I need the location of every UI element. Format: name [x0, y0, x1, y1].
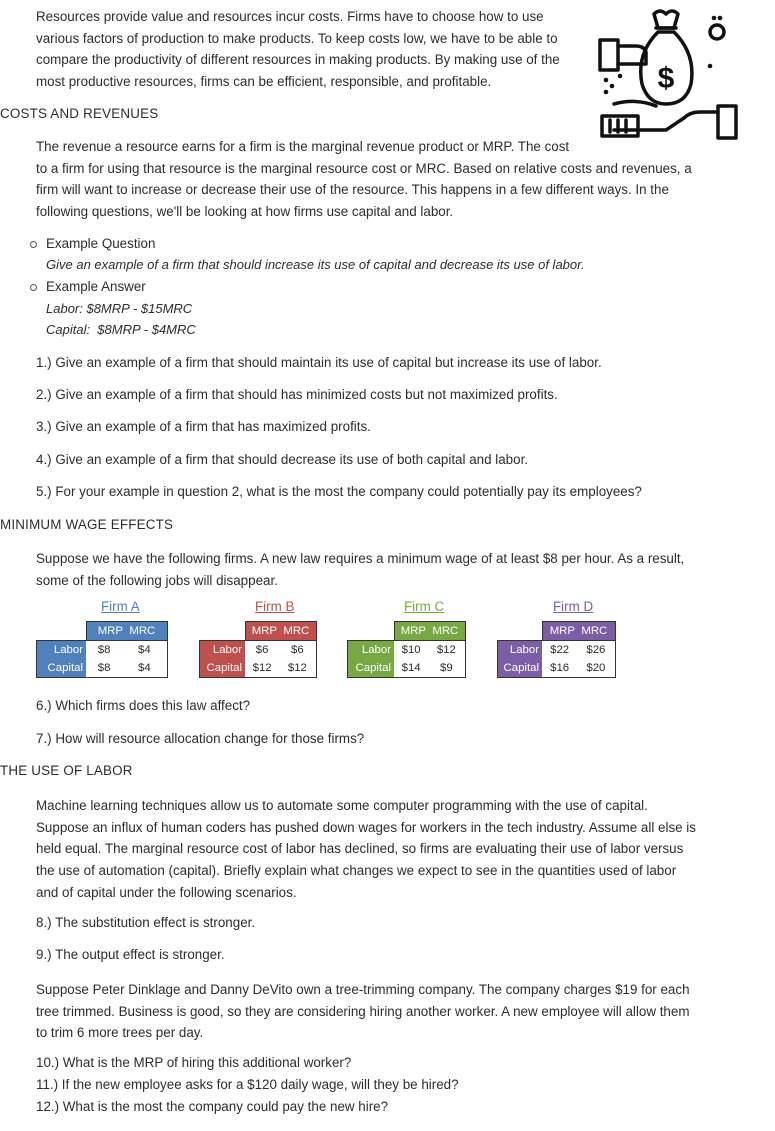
row-labor: Labor — [348, 641, 395, 660]
labor-mrp: $22 — [542, 641, 577, 660]
labor-mrp: $6 — [245, 641, 279, 660]
section-heading-labor: THE USE OF LABOR — [0, 763, 133, 778]
capital-mrc: $4 — [122, 659, 167, 678]
bullet-icon — [30, 241, 37, 248]
money-bag-hand-icon — [596, 6, 741, 144]
question-10: 10.) What is the MRP of hiring this additional worker? — [36, 1055, 352, 1070]
minwage-line: some of the following jobs will disappear. — [36, 572, 278, 588]
capital-mrp: $14 — [394, 659, 428, 678]
capital-mrc: $9 — [428, 659, 465, 678]
row-labor: Labor — [200, 641, 246, 660]
tree-line: tree trimmed. Business is good, so they are considering hiring another worker. A new employee will allow them — [36, 1003, 690, 1019]
question-3: 3.) Give an example of a firm that has maximized profits. — [36, 419, 371, 434]
col-mrc: MRC — [129, 625, 156, 637]
costs-line: to a firm for using that resource is the marginal resource cost or MRC. Based on relative costs and revenues, a — [36, 160, 692, 176]
example-question-label: Example Question — [46, 236, 156, 251]
dollar-sign: $ — [657, 62, 675, 95]
costs-line: The revenue a resource earns for a firm is the marginal revenue product or MRP. The cost — [36, 139, 570, 154]
firm-c-header — [394, 622, 465, 641]
row-labor: Labor — [37, 641, 87, 660]
example-question-text: Give an example of a firm that should increase its use of capital and decrease its use of labor. — [46, 257, 585, 272]
question-7: 7.) How will resource allocation change for those firms? — [36, 731, 365, 746]
row-capital: Capital — [498, 659, 543, 678]
question-1: 1.) Give an example of a firm that should maintain its use of capital but increase its use of labor. — [36, 355, 602, 370]
costs-paragraph — [36, 136, 741, 223]
firm-a-table — [36, 621, 168, 678]
labor-mrc: $4 — [122, 641, 167, 660]
firm-d-header — [542, 622, 615, 641]
labor-mrp: $10 — [394, 641, 428, 660]
capital-mrp: $8 — [86, 659, 122, 678]
col-mrc: MRC — [581, 625, 608, 637]
capital-mrc: $20 — [577, 659, 615, 678]
firm-c-table — [347, 621, 466, 678]
firm-b-header — [245, 622, 316, 641]
capital-mrp: $12 — [245, 659, 279, 678]
tree-line: to trim 6 more trees per day. — [36, 1025, 204, 1041]
example-answer-labor: Labor: $8MRP - $15MRC — [46, 301, 193, 316]
col-mrp: MRP — [97, 625, 123, 637]
capital-mrc: $12 — [279, 659, 316, 678]
costs-line: firm will want to increase or decrease their use of the resource. This happens in a few different ways. In the — [36, 182, 669, 198]
intro-line: Resources provide value and resources incur costs. Firms have to choose how to use — [36, 9, 544, 24]
row-capital: Capital — [348, 659, 395, 678]
labor-line: held equal. The marginal resource cost of labor has declined, so firms are evaluating their use of labor versus — [36, 841, 684, 857]
question-11: 11.) If the new employee asks for a $120 daily wage, will they be hired? — [36, 1077, 459, 1092]
question-12: 12.) What is the most the company could pay the new hire? — [36, 1099, 389, 1114]
question-8: 8.) The substitution effect is stronger. — [36, 915, 256, 930]
example-answer-label: Example Answer — [46, 279, 146, 294]
labor-line: and of capital under the following scenarios. — [36, 884, 297, 900]
firm-d-title: Firm D — [553, 599, 594, 614]
intro-line: most productive resources, firms can be efficient, responsible, and profitable. — [36, 74, 492, 90]
intro-line: compare the productivity of different resources in making products. By making use of the — [36, 52, 560, 68]
col-mrp: MRP — [400, 625, 426, 637]
col-mrp: MRP — [251, 625, 277, 637]
col-mrc: MRC — [432, 625, 459, 637]
firm-d-table — [497, 621, 616, 678]
row-capital: Capital — [200, 659, 246, 678]
intro-line: various factors of production to make products. To keep costs low, we have to be able to — [36, 30, 558, 46]
firm-c-title: Firm C — [404, 599, 445, 614]
labor-paragraph — [36, 795, 741, 904]
bullet-icon — [30, 284, 37, 291]
section-heading-costs: COSTS AND REVENUES — [0, 106, 159, 121]
firm-b-table — [199, 621, 317, 678]
labor-mrc: $12 — [428, 641, 465, 660]
tree-paragraph — [36, 979, 741, 1044]
question-9: 9.) The output effect is stronger. — [36, 947, 225, 962]
labor-mrp: $8 — [86, 641, 122, 660]
firm-a-header — [86, 622, 167, 641]
section-heading-minwage: MINIMUM WAGE EFFECTS — [0, 517, 174, 532]
question-2: 2.) Give an example of a firm that should has minimized costs but not maximized profits. — [36, 387, 558, 402]
labor-line: the use of automation (capital). Briefly explain what changes we expect to see in the quantities used of labor — [36, 863, 677, 879]
question-4: 4.) Give an example of a firm that should decrease its use of both capital and labor. — [36, 452, 529, 467]
minwage-paragraph — [36, 548, 741, 591]
question-5: 5.) For your example in question 2, what is the most the company could potentially pay its employees? — [36, 484, 642, 499]
labor-line: Suppose an influx of human coders has pushed down wages for workers in the tech industry. Assume all else is — [36, 819, 696, 835]
labor-mrc: $6 — [279, 641, 316, 660]
firm-a-title: Firm A — [101, 599, 140, 614]
example-answer-capital: Capital: $8MRP - $4MRC — [46, 322, 196, 337]
col-mrc: MRC — [283, 625, 310, 637]
labor-line: Machine learning techniques allow us to automate some computer programming with the use of capital. — [36, 798, 648, 813]
costs-line: following questions, we'll be looking at how firms use capital and labor. — [36, 204, 454, 220]
firm-b-title: Firm B — [255, 599, 295, 614]
capital-mrp: $16 — [542, 659, 577, 678]
col-mrp: MRP — [549, 625, 575, 637]
question-6: 6.) Which firms does this law affect? — [36, 698, 251, 713]
intro-paragraph — [36, 6, 596, 93]
labor-mrc: $26 — [577, 641, 615, 660]
minwage-line: Suppose we have the following firms. A new law requires a minimum wage of at least $8 per hour. As a result, — [36, 551, 685, 566]
row-labor: Labor — [498, 641, 543, 660]
row-capital: Capital — [37, 659, 87, 678]
tree-line: Suppose Peter Dinklage and Danny DeVito own a tree-trimming company. The company charges $19 for each — [36, 982, 690, 997]
